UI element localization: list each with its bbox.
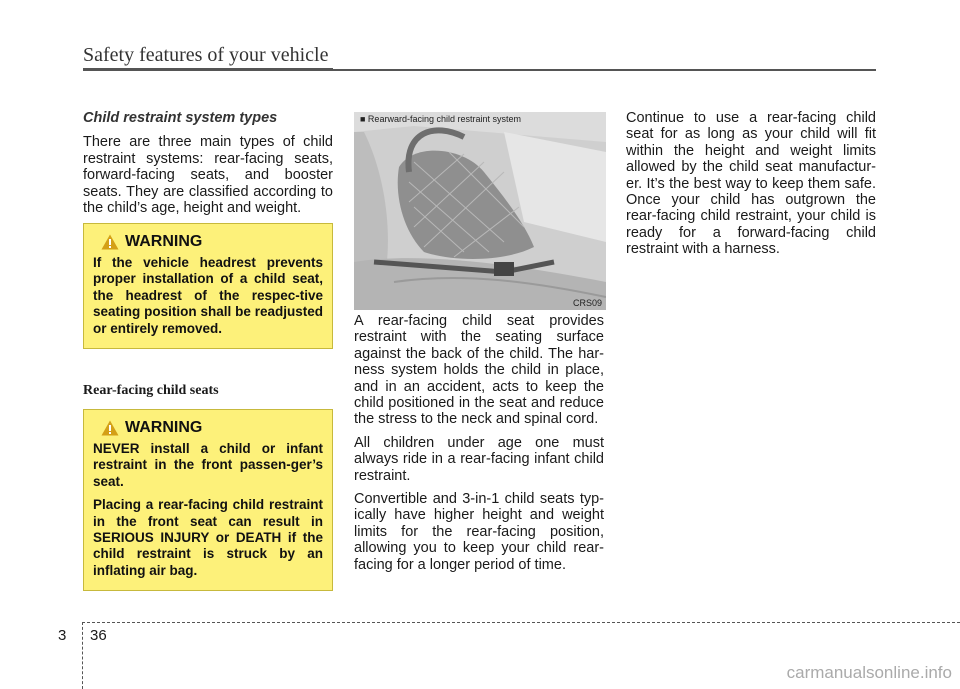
warning-box-headrest <box>83 223 333 349</box>
header-rule-thick <box>83 68 333 71</box>
figure-code: CRS09 <box>572 298 602 308</box>
warning-header <box>101 419 323 437</box>
warning-box-front-seat <box>83 409 333 591</box>
right-column <box>626 110 876 265</box>
paragraph-continue: Continue to use a rear-facing child seat for as long as your child will fit within the height and weight limits allowed by the child seat manufactur-er. It’s the best way to keep them safe. Once your child has outgrown the rear-facing child restraint, your child is ready for a forward-facing child restraint with a harness. <box>626 110 876 258</box>
warning-text: If the vehicle headrest prevents proper installation of a child seat, the headrest of the respec-tive seating position shall be readjusted or entirely removed. <box>93 255 323 336</box>
paragraph-under-one: All children under age one must always ride in a rear-facing infant child restraint. <box>354 434 604 484</box>
footer-rule <box>82 622 960 623</box>
middle-column <box>354 313 604 580</box>
warning-title: WARNING <box>125 419 203 436</box>
intro-paragraph: There are three main types of child restraint systems: rear-facing seats, forward-facing seats, and booster seats. They are classified according to the child’s age, height and weight. <box>83 134 333 217</box>
left-column <box>83 110 333 223</box>
rear-facing-seat-figure <box>354 112 606 310</box>
warning-header <box>101 233 323 251</box>
paragraph-convertible: Convertible and 3-in-1 child seats typ-ically have higher height and weight limits for the rear-facing position, allowing you to keep your child rear-facing for a longer period of time. <box>354 491 604 573</box>
watermark: carmanualsonline.info <box>786 663 952 682</box>
chapter-number: 3 <box>58 627 67 644</box>
paragraph-harness: A rear-facing child seat provides restraint with the seating surface against the back of the child. The har-ness system holds the child in place, and in an accident, acts to keep the child positioned in the seat and reduce the stress to the neck and spinal cord. <box>354 313 604 428</box>
section-title: Child restraint system types <box>83 110 278 126</box>
child-seat-illustration <box>354 112 606 310</box>
header-rule-thin <box>333 69 876 71</box>
warning-triangle-icon <box>101 420 119 436</box>
warning-text-1: NEVER install a child or infant restraint in the front passen-ger’s seat. <box>93 441 323 489</box>
figure-caption: ■ Rearward-facing child restraint system <box>360 114 521 124</box>
footer-vertical-rule <box>82 622 83 689</box>
subheading-rear-facing: Rear-facing child seats <box>83 383 219 398</box>
warning-title: WARNING <box>125 233 203 250</box>
page-number: 36 <box>90 627 107 644</box>
page-header-title: Safety features of your vehicle <box>83 44 329 66</box>
warning-triangle-icon <box>101 234 119 250</box>
warning-text-2: Placing a rear-facing child restraint in the front seat can result in SERIOUS INJURY or DEATH if the child restraint is struck by an inflating air bag. <box>93 497 323 578</box>
